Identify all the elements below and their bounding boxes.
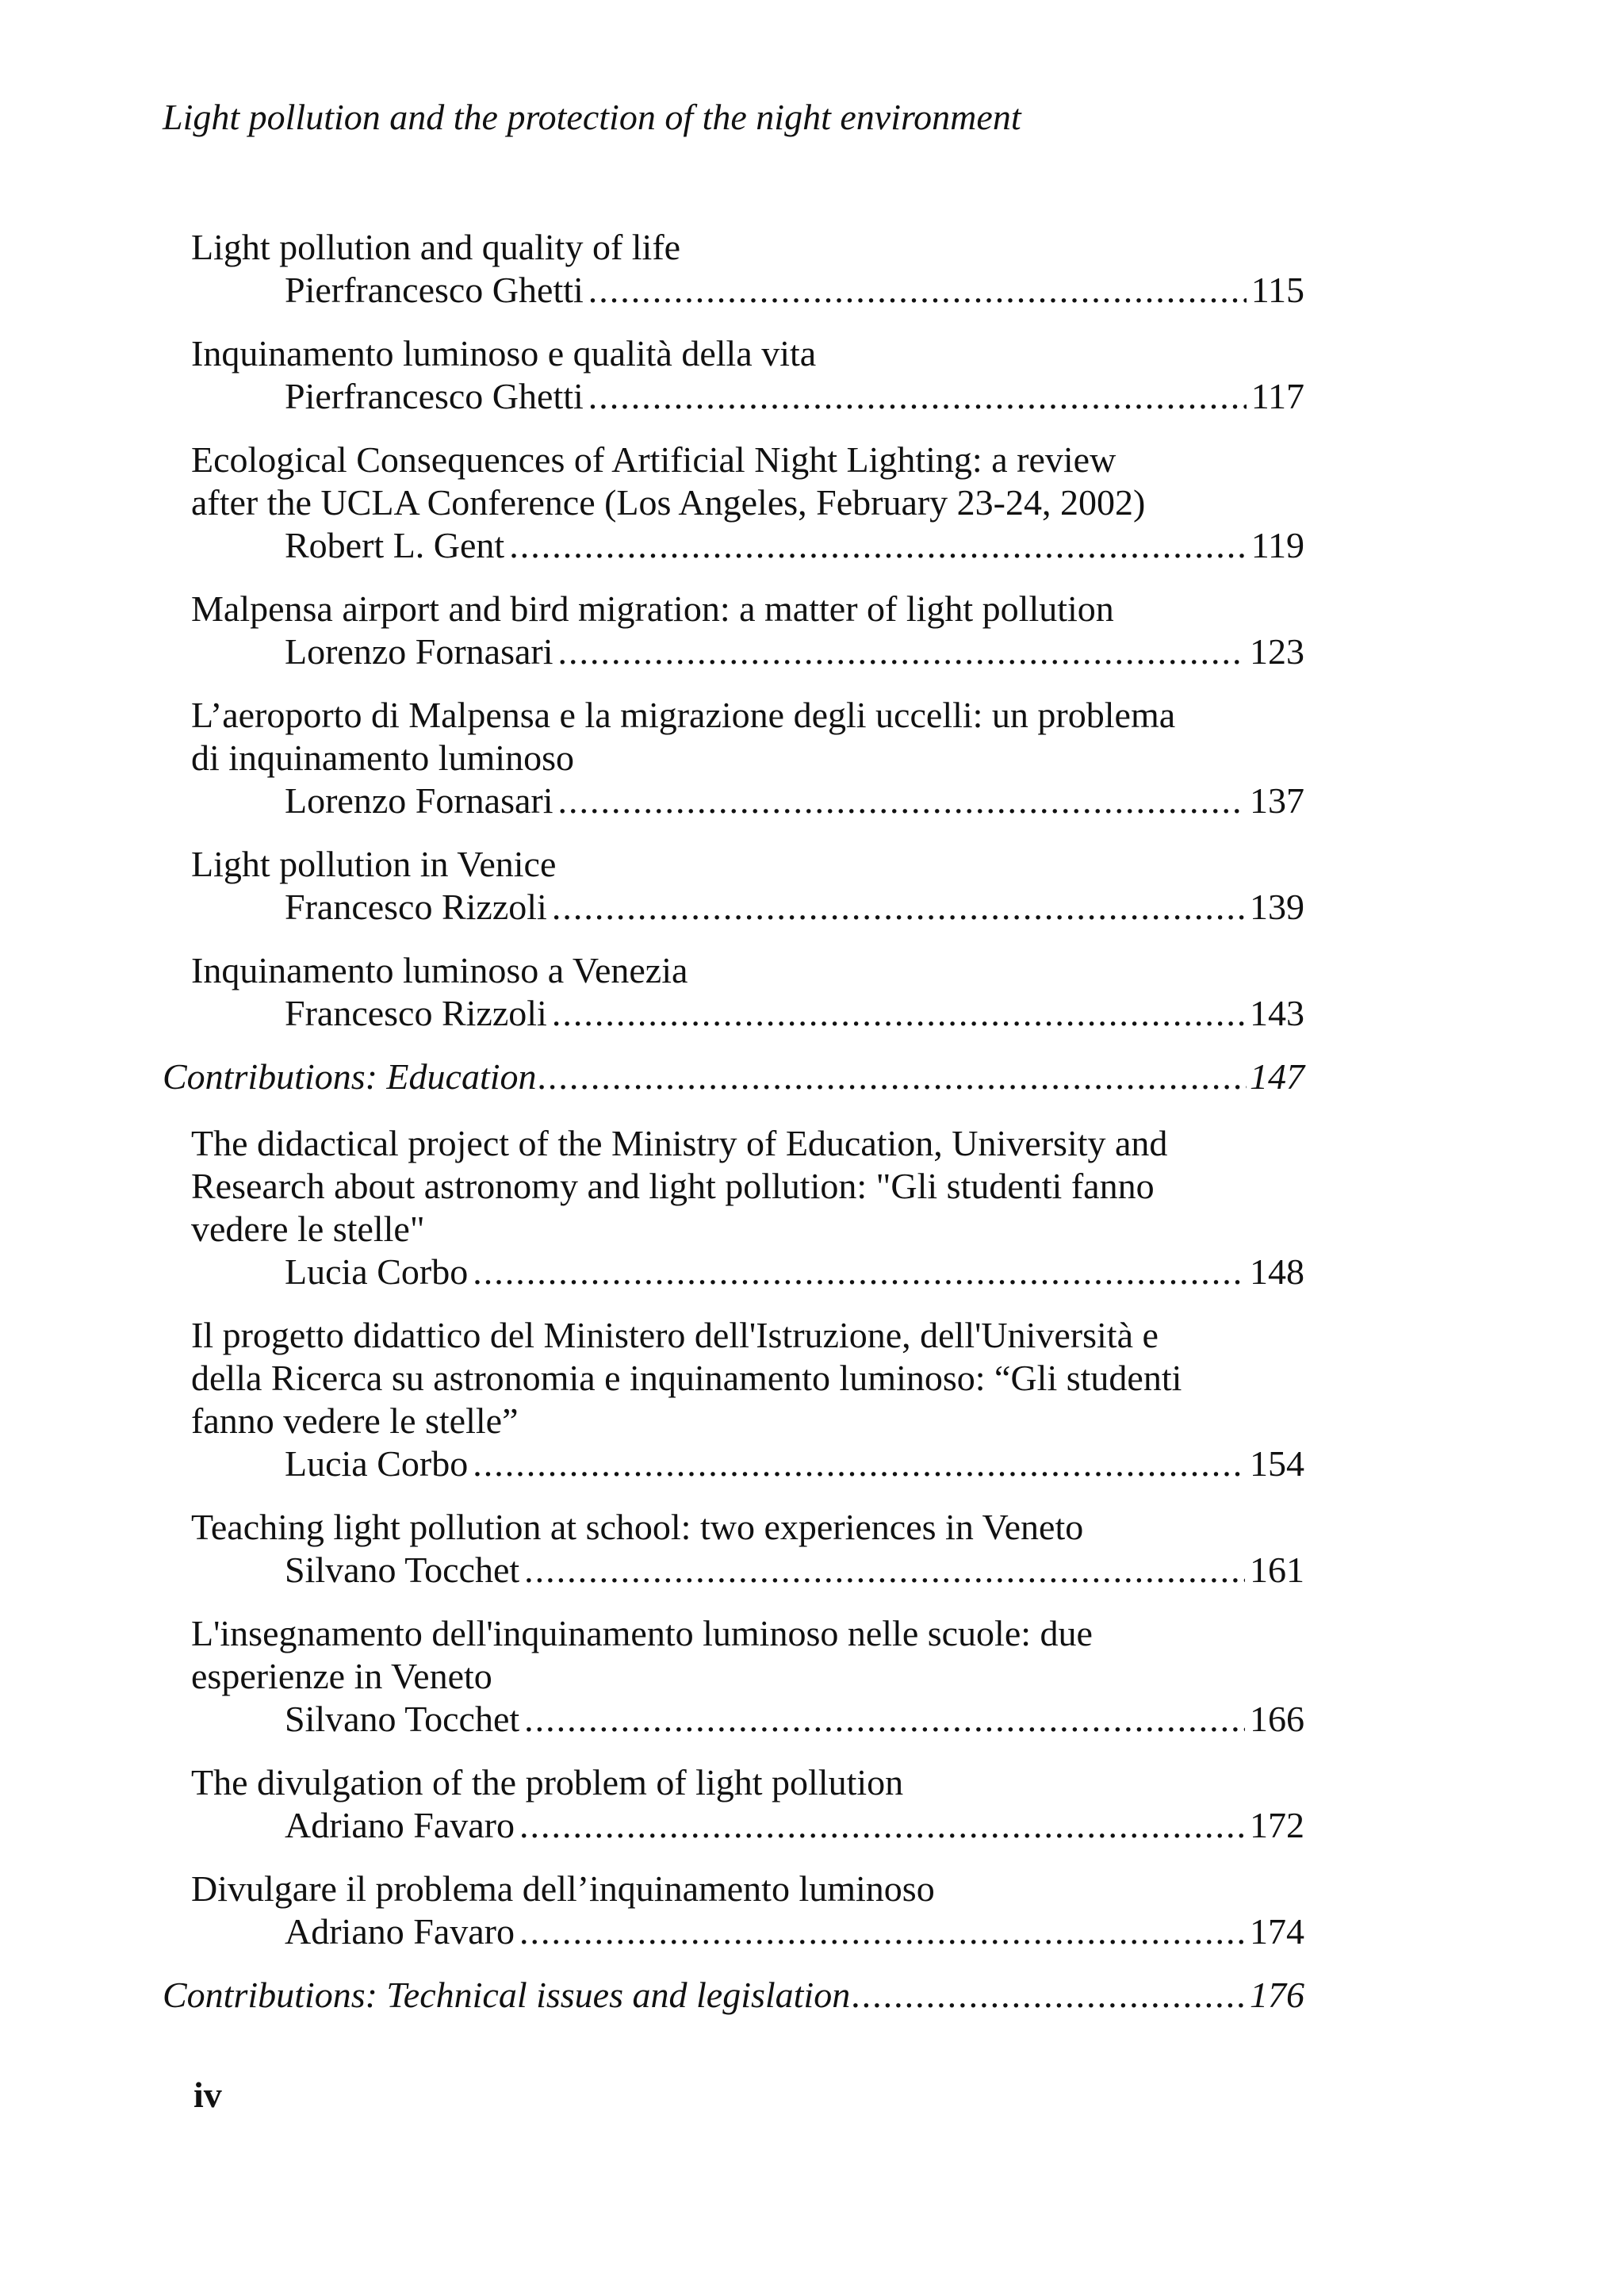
entry-title: L'insegnamento dell'inquinamento luminoso nelle scuole: due esperienze in Veneto — [191, 1613, 1093, 1696]
entry-author-line — [188, 1442, 1304, 1485]
toc-entry — [188, 588, 1304, 673]
toc-entry — [188, 1122, 1304, 1293]
entry-author-line — [188, 1251, 1304, 1293]
entry-author-line — [188, 1549, 1304, 1592]
entry-page-number: 117 — [1251, 376, 1304, 416]
entry-page-number: 139 — [1250, 887, 1304, 927]
entry-page-number: 172 — [1250, 1805, 1304, 1845]
entry-page-number: 161 — [1250, 1550, 1304, 1590]
toc-entry — [188, 1314, 1304, 1485]
dot-leader — [552, 992, 1245, 1035]
toc-entry — [188, 439, 1304, 567]
entry-author: Lucia Corbo — [285, 1251, 469, 1292]
dot-leader — [473, 1251, 1245, 1293]
dot-leader — [473, 1442, 1245, 1485]
running-header: Light pollution and the protection of the night environment — [163, 97, 1021, 137]
dot-leader — [588, 375, 1247, 418]
toc-entry — [188, 1761, 1304, 1847]
toc-entry — [188, 226, 1304, 312]
toc-entry — [188, 1612, 1304, 1741]
dot-leader — [558, 630, 1246, 673]
entry-title: Light pollution and quality of life — [191, 227, 681, 267]
entry-title: Inquinamento luminoso a Venezia — [191, 950, 688, 990]
toc-entry — [188, 949, 1304, 1035]
toc-entry — [188, 332, 1304, 418]
dot-leader — [509, 524, 1246, 567]
toc-entry — [188, 843, 1304, 929]
entry-author: Lucia Corbo — [285, 1443, 469, 1484]
entry-author: Silvano Tocchet — [285, 1699, 520, 1739]
section-page-number: 147 — [1250, 1056, 1304, 1097]
entry-author: Robert L. Gent — [285, 525, 505, 565]
entry-author-line — [188, 524, 1304, 567]
entry-author: Adriano Favaro — [285, 1911, 515, 1952]
section-heading-education — [163, 1055, 1304, 1098]
entry-title: Ecological Consequences of Artificial Night Lighting: a review after the UCLA Conference (Los Angeles, February 23-24, 2002) — [191, 439, 1146, 523]
entry-author-line — [188, 375, 1304, 418]
toc-entry — [188, 1506, 1304, 1592]
entry-author: Francesco Rizzoli — [285, 887, 547, 927]
section-title: Contributions: Technical issues and legislation — [163, 1975, 851, 2015]
toc-entry — [188, 1868, 1304, 1953]
entry-author: Lorenzo Fornasari — [285, 780, 553, 821]
toc-entry — [188, 694, 1304, 822]
entry-title: Divulgare il problema dell’inquinamento luminoso — [191, 1868, 935, 1909]
entry-author: Pierfrancesco Ghetti — [285, 376, 584, 416]
entry-page-number: 123 — [1250, 631, 1304, 672]
dot-leader — [519, 1910, 1245, 1953]
dot-leader — [524, 1698, 1245, 1741]
dot-leader — [524, 1549, 1245, 1592]
entry-title: Teaching light pollution at school: two experiences in Veneto — [191, 1507, 1084, 1547]
entry-title: Il progetto didattico del Ministero dell'Istruzione, dell'Università e della Ricerca su astronomia e inquinamento luminoso: “Gli studenti fanno vedere le stelle” — [191, 1315, 1182, 1441]
entry-author: Adriano Favaro — [285, 1805, 515, 1845]
entry-page-number: 148 — [1250, 1251, 1304, 1292]
dot-leader — [852, 1974, 1247, 2017]
entry-page-number: 154 — [1250, 1443, 1304, 1484]
entry-page-number: 143 — [1250, 993, 1304, 1033]
entry-title: The didactical project of the Ministry of Education, University and Research about astronomy and light pollution: "Gli studenti fanno vedere le stelle" — [191, 1123, 1168, 1249]
dot-leader — [588, 269, 1247, 312]
dot-leader — [558, 780, 1246, 822]
dot-leader — [552, 886, 1245, 929]
entry-page-number: 174 — [1250, 1911, 1304, 1952]
entry-author: Silvano Tocchet — [285, 1550, 520, 1590]
entry-author-line — [188, 1698, 1304, 1741]
entry-title: Malpensa airport and bird migration: a matter of light pollution — [191, 588, 1114, 629]
entry-page-number: 137 — [1250, 780, 1304, 821]
dot-leader — [538, 1055, 1247, 1098]
entry-author: Pierfrancesco Ghetti — [285, 270, 584, 310]
entry-title: The divulgation of the problem of light pollution — [191, 1762, 904, 1803]
table-of-contents — [163, 226, 1304, 2040]
entry-title: Inquinamento luminoso e qualità della vita — [191, 333, 817, 374]
entry-page-number: 119 — [1251, 525, 1304, 565]
entry-author-line — [188, 269, 1304, 312]
entry-author-line — [188, 780, 1304, 822]
entry-page-number: 166 — [1250, 1699, 1304, 1739]
entry-author-line — [188, 630, 1304, 673]
entry-author-line — [188, 1804, 1304, 1847]
section-page-number: 176 — [1250, 1975, 1304, 2015]
section-heading-technical — [163, 1974, 1304, 2017]
entry-author-line — [188, 886, 1304, 929]
entry-title: Light pollution in Venice — [191, 844, 557, 884]
dot-leader — [519, 1804, 1245, 1847]
entry-author-line — [188, 992, 1304, 1035]
folio-page-number: iv — [193, 2075, 222, 2115]
entry-author-line — [188, 1910, 1304, 1953]
entry-author: Francesco Rizzoli — [285, 993, 547, 1033]
section-title: Contributions: Education — [163, 1056, 537, 1097]
entry-page-number: 115 — [1251, 270, 1304, 310]
entry-title: L’aeroporto di Malpensa e la migrazione degli uccelli: un problema di inquinamento luminoso — [191, 695, 1176, 778]
entry-author: Lorenzo Fornasari — [285, 631, 553, 672]
